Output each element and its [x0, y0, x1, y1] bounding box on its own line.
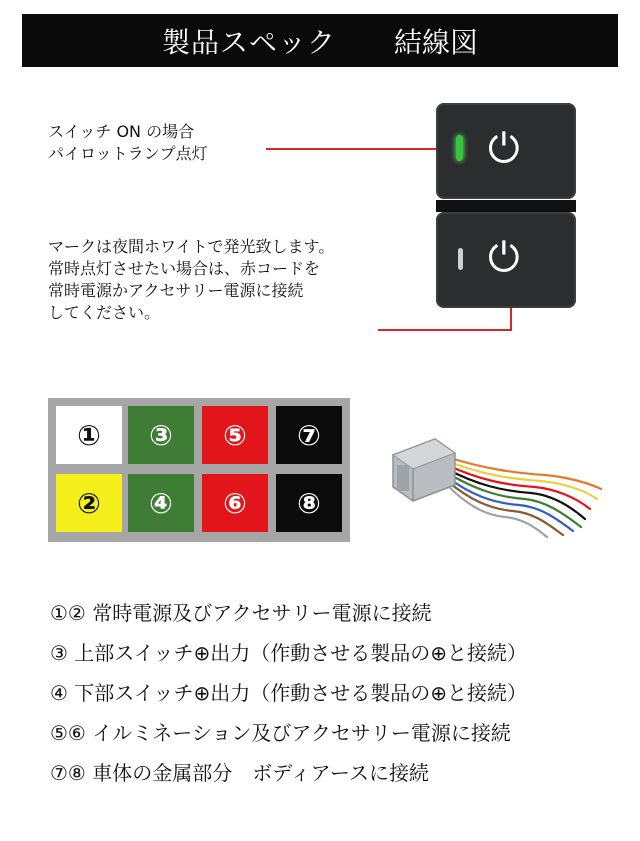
- page-title: 製品スペック: [161, 25, 336, 59]
- upper-led-indicator: [456, 135, 463, 161]
- switch-on-note: [48, 121, 208, 165]
- pin-cell-7: ⑦: [276, 406, 342, 464]
- wiring-list: [50, 593, 527, 793]
- pointer-line-upper: [266, 148, 452, 150]
- lower-switch: [436, 212, 576, 308]
- header-bar: [22, 14, 618, 67]
- wire-harness-image: [385, 425, 605, 540]
- switch-divider: [436, 200, 576, 212]
- wiring-item: ④ 下部スイッチ⊕出力（作動させる製品の⊕と接続）: [50, 681, 528, 705]
- pin-cell-2: ②: [56, 474, 122, 532]
- pin-cell-8: ⑧: [276, 474, 342, 532]
- pin-cell-1: ①: [56, 406, 122, 464]
- pin-cell-5: ⑤: [202, 406, 268, 464]
- note-line: スイッチ ON の場合: [48, 122, 195, 141]
- pointer-line-lower: [378, 329, 512, 331]
- wiring-item: ⑦⑧ 車体の金属部分 ボディアースに接続: [50, 761, 430, 785]
- connector-pin-grid: [48, 398, 350, 542]
- wiring-item: ③ 上部スイッチ⊕出力（作動させる製品の⊕と接続）: [50, 641, 528, 665]
- power-icon: ⏻: [488, 126, 520, 172]
- note-line: マークは夜間ホワイトで発光致します。: [48, 237, 335, 256]
- note-line: してください。: [48, 303, 161, 322]
- mark-note: [48, 236, 334, 324]
- note-line: 常時電源かアクセサリー電源に接続: [48, 281, 304, 300]
- power-icon: ⏻: [488, 235, 520, 281]
- wiring-item: ⑤⑥ イルミネーション及びアクセサリー電源に接続: [50, 721, 511, 745]
- page-subtitle: 結線図: [394, 25, 479, 59]
- pin-cell-4: ④: [128, 474, 194, 532]
- pin-cell-6: ⑥: [202, 474, 268, 532]
- note-line: パイロットランプ点灯: [48, 144, 208, 163]
- upper-switch: [436, 103, 576, 199]
- pin-cell-3: ③: [128, 406, 194, 464]
- lower-led-indicator: [458, 248, 463, 270]
- wiring-item: ①② 常時電源及びアクセサリー電源に接続: [50, 601, 432, 625]
- note-line: 常時点灯させたい場合は、赤コードを: [48, 259, 321, 278]
